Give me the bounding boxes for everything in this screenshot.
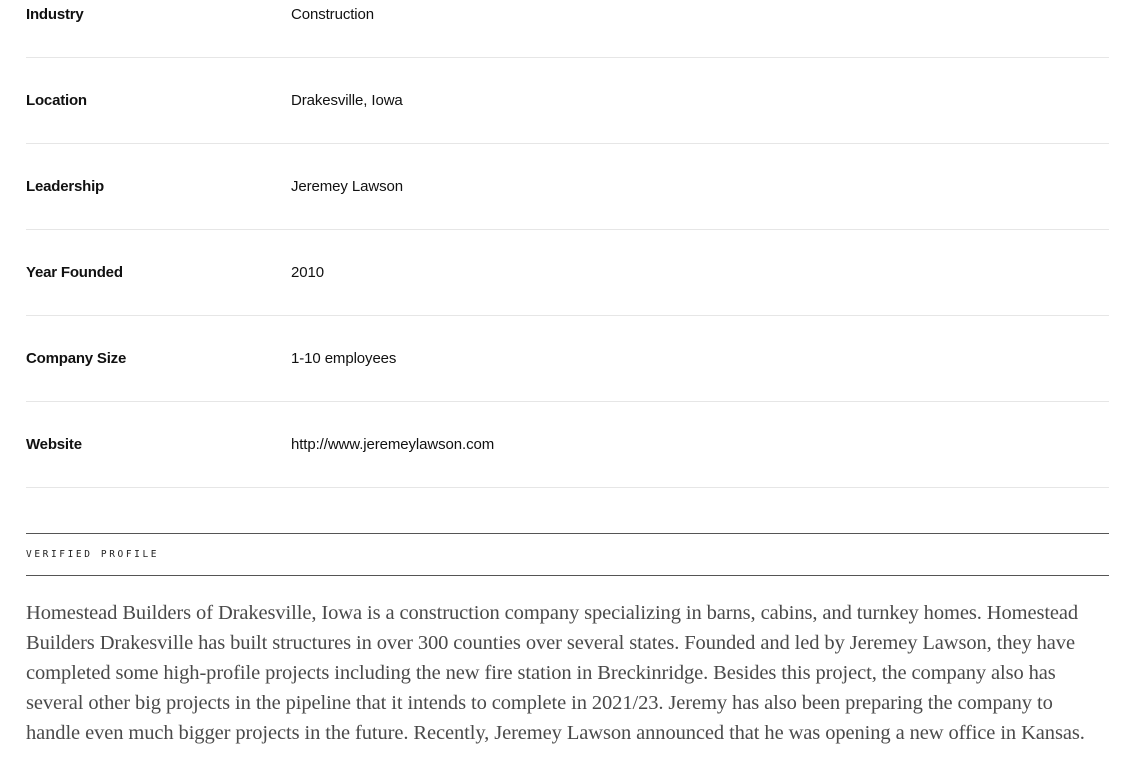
detail-label: Website [26, 436, 82, 453]
detail-label: Leadership [26, 178, 105, 195]
detail-row-company-size [26, 316, 1109, 402]
website-value: http://www.jeremeylawson.com [291, 436, 495, 453]
detail-row-year-founded [26, 230, 1109, 316]
company-profile [26, 0, 1109, 769]
company-description: Homestead Builders of Drakesville, Iowa is a construction company specializing in barns, cabins, and turnkey homes. Homestead Builders Drakesville has built structures in over 300 counties over several states. Founded and led by Jeremey Lawson, they have completed some high-profile projects including the new fire station in Breckinridge. Besides this project, the company also has several other big projects in the pipeline that it intends to complete in 2021/23. Jeremy has also been preparing the company to handle even much bigger projects in the future. Recently, Jeremey Lawson announced that he was opening a new office in Kansas. [26, 602, 1085, 744]
detail-value: 2010 [291, 264, 324, 281]
detail-label: Company Size [26, 350, 127, 367]
company-details-table [26, 0, 1109, 488]
detail-value: Drakesville, Iowa [291, 92, 403, 109]
detail-label: Location [26, 92, 87, 109]
detail-value: Jeremey Lawson [291, 178, 403, 195]
detail-row-leadership [26, 144, 1109, 230]
detail-value: 1-10 employees [291, 350, 397, 367]
detail-label: Industry [26, 6, 84, 23]
detail-row-industry [26, 0, 1109, 58]
verified-profile-label: VERIFIED PROFILE [26, 549, 160, 560]
detail-row-location [26, 58, 1109, 144]
verified-profile-bar [26, 533, 1109, 576]
detail-row-website [26, 402, 1109, 488]
detail-value: Construction [291, 6, 375, 23]
detail-label: Year Founded [26, 264, 123, 281]
